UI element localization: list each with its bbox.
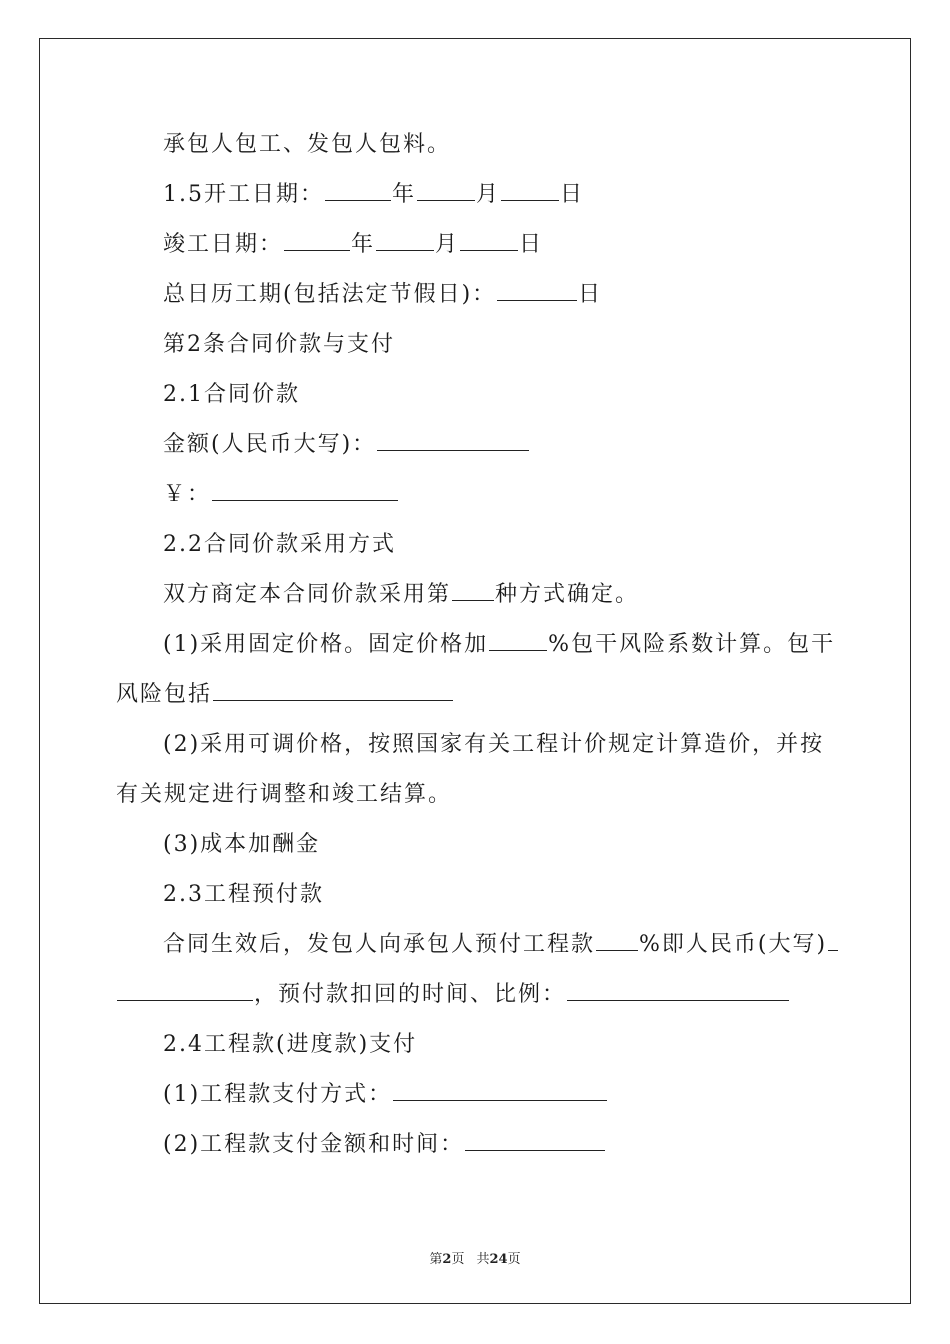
blank-field xyxy=(460,234,518,251)
blank-field xyxy=(596,934,638,951)
start-date-line: 1.5开工日期： 年 月 日 xyxy=(163,182,585,207)
amount-line: 金额(人民币大写)： xyxy=(116,420,840,470)
page-number: 2 xyxy=(442,1252,452,1267)
contract-line: 承包人包工、发包人包料。 xyxy=(163,132,452,157)
blank-field xyxy=(497,284,577,301)
blank-field xyxy=(452,584,494,601)
subsection-heading: 2.2合同价款采用方式 xyxy=(163,532,396,557)
blank-field xyxy=(567,984,789,1001)
section-heading: 第2条合同价款与支付 xyxy=(163,332,395,357)
blank-field xyxy=(377,434,529,451)
blank-field xyxy=(376,234,434,251)
blank-field xyxy=(117,984,253,1001)
page-footer: 第2页 共24页 xyxy=(429,1252,521,1267)
fixed-price-line: (1)采用固定价格。固定价格加 %包干风险系数计算。包干 xyxy=(163,632,836,657)
blank-field xyxy=(501,184,559,201)
subsection-heading: 2.4工程款(进度款)支付 xyxy=(163,1032,418,1057)
method-line: 双方商定本合同价款采用第 种方式确定。 xyxy=(163,582,640,607)
yen-line: ￥： xyxy=(116,470,840,520)
cost-plus-line: (3)成本加酬金 xyxy=(163,832,321,857)
prepayment-line: 合同生效后，发包人向承包人预付工程款 %即人民币(大写) xyxy=(116,920,840,970)
blank-field xyxy=(213,684,453,701)
risk-line: 风险包括 xyxy=(116,670,840,720)
total-days-line: 总日历工期(包括法定节假日)： 日 xyxy=(163,282,603,307)
blank-field xyxy=(393,1084,607,1101)
blank-field xyxy=(284,234,350,251)
subsection-heading: 2.3工程预付款 xyxy=(163,882,324,907)
end-date-line: 竣工日期： 年 月 日 xyxy=(163,232,544,257)
prepayment-line-cont: ，预付款扣回的时间、比例： xyxy=(116,970,840,1020)
blank-field xyxy=(325,184,391,201)
blank-field xyxy=(212,484,398,501)
payment-amount-line: (2)工程款支付金额和时间： xyxy=(116,1120,840,1170)
payment-method-line: (1)工程款支付方式： xyxy=(116,1070,840,1120)
blank-field xyxy=(828,934,838,951)
adjustable-price-line: (2)采用可调价格，按照国家有关工程计价规定计算造价，并按 xyxy=(163,732,825,757)
blank-field xyxy=(417,184,475,201)
document-body xyxy=(116,120,840,1170)
blank-field xyxy=(489,634,547,651)
total-pages: 24 xyxy=(489,1252,508,1267)
adjustable-price-line-cont: 有关规定进行调整和竣工结算。 xyxy=(116,782,453,807)
blank-field xyxy=(465,1134,605,1151)
subsection-heading: 2.1合同价款 xyxy=(163,382,300,407)
